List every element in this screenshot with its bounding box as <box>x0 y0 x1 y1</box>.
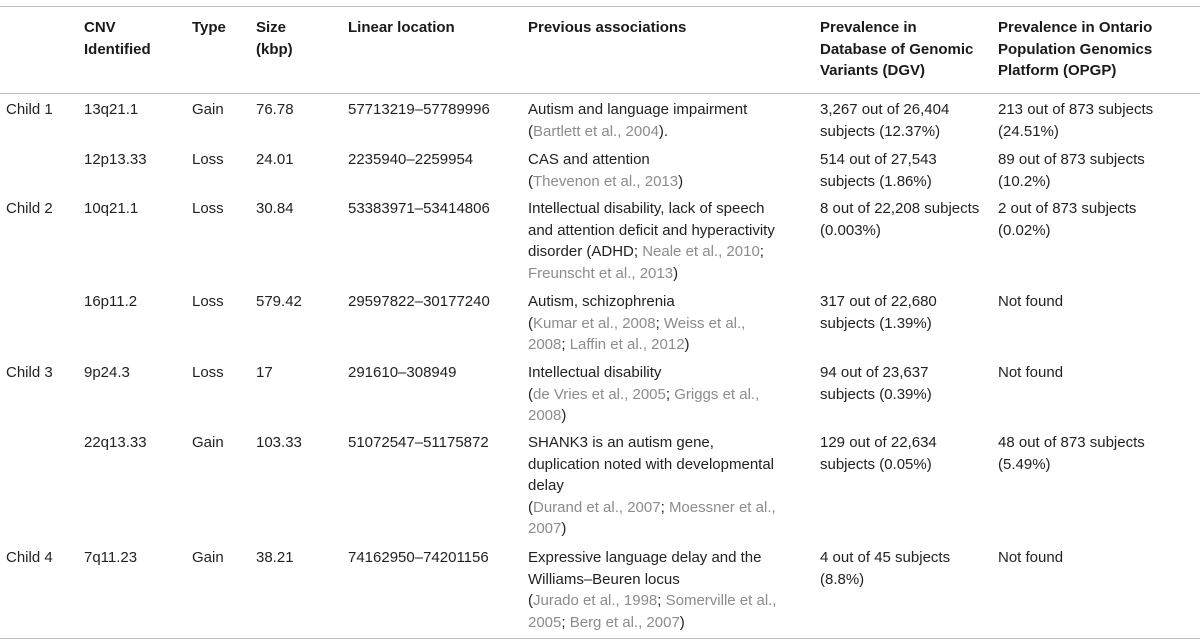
header-line: Prevalence in <box>820 19 917 36</box>
associations-cell <box>528 198 775 284</box>
citation-link[interactable]: Kumar et al., 2008 <box>533 314 656 332</box>
association-line <box>528 547 776 569</box>
association-text: Intellectual disability, lack of speech <box>528 200 765 217</box>
association-text: ( <box>528 172 533 190</box>
cell-line: subjects (0.05%) <box>820 455 932 473</box>
association-text: ( <box>528 385 533 403</box>
associations-cell <box>528 432 776 540</box>
cell-line: 89 out of 873 subjects <box>998 151 1145 168</box>
cell-line: Not found <box>998 364 1064 381</box>
location-cell: 51072547–51175872 <box>348 434 489 451</box>
header-line: Identified <box>84 40 151 58</box>
citation-link[interactable]: Somerville et al., <box>665 592 777 609</box>
association-line <box>528 313 745 335</box>
header-dgv <box>820 17 973 82</box>
cnv-cell: 7q11.23 <box>84 549 138 566</box>
association-line <box>528 454 776 476</box>
association-line <box>528 198 775 220</box>
dgv-prevalence-cell <box>820 547 950 590</box>
size-cell: 579.42 <box>256 293 302 310</box>
cell-line: 3,267 out of 26,404 <box>820 101 950 118</box>
table-top-rule <box>0 6 1200 7</box>
type-cell: Gain <box>192 101 224 118</box>
table-bottom-rule <box>0 638 1200 639</box>
association-line <box>528 432 776 454</box>
association-text: ). <box>658 122 669 140</box>
citation-link[interactable]: Berg et al., 2007 <box>569 613 680 631</box>
citation-link[interactable]: 2008 <box>528 407 562 424</box>
association-line <box>528 590 776 612</box>
citation-link[interactable]: de Vries et al., 2005 <box>533 385 666 403</box>
association-text: Williams–Beuren locus <box>528 570 680 588</box>
association-text: ; <box>665 385 675 403</box>
association-text: ) <box>673 264 679 282</box>
association-text: ( <box>528 122 533 140</box>
opgp-prevalence-cell <box>998 432 1145 475</box>
association-text: Expressive language delay and the <box>528 549 762 566</box>
child-label: Child 4 <box>6 549 53 566</box>
association-text: ) <box>679 613 685 631</box>
size-cell: 76.78 <box>256 101 294 118</box>
association-line <box>528 149 683 171</box>
association-line <box>528 171 683 193</box>
header-line: Variants (DGV) <box>820 62 926 79</box>
association-text: Autism, schizophrenia <box>528 293 675 310</box>
association-line <box>528 121 747 143</box>
header-line: Population Genomics <box>998 40 1153 58</box>
association-text: ; <box>561 336 570 353</box>
association-text: ; <box>655 314 664 332</box>
location-cell: 29597822–30177240 <box>348 293 490 310</box>
type-cell: Loss <box>192 200 224 217</box>
citation-link[interactable]: 2007 <box>528 520 562 537</box>
cnv-cell: 10q21.1 <box>84 200 139 217</box>
location-cell: 53383971–53414806 <box>348 200 490 217</box>
cell-line: (24.51%) <box>998 122 1059 140</box>
association-text: ) <box>678 172 684 190</box>
header-line: Platform (OPGP) <box>998 62 1117 79</box>
citation-link[interactable]: 2008 <box>528 336 562 353</box>
child-label: Child 2 <box>6 200 53 217</box>
cnv-cell: 22q13.33 <box>84 434 147 451</box>
association-text: Autism and language impairment <box>528 101 748 118</box>
type-cell: Gain <box>192 549 224 566</box>
association-text: ; <box>561 613 570 631</box>
association-line <box>528 612 776 634</box>
association-text: Intellectual disability <box>528 364 662 381</box>
cell-line: Not found <box>998 293 1064 310</box>
header-line: Type <box>192 19 226 36</box>
cnv-cell: 9p24.3 <box>84 364 130 381</box>
association-line <box>528 497 776 519</box>
child-label: Child 3 <box>6 364 53 381</box>
cnv-cell: 12p13.33 <box>84 151 147 168</box>
dgv-prevalence-cell <box>820 362 932 405</box>
header-line: Prevalence in Ontario <box>998 19 1153 36</box>
citation-link[interactable]: Griggs et al., <box>674 385 760 403</box>
associations-cell <box>528 99 747 142</box>
cell-line: 2 out of 873 subjects <box>998 200 1137 217</box>
association-text: ; <box>759 243 764 260</box>
size-cell: 103.33 <box>256 434 302 451</box>
association-text: SHANK3 is an autism gene, <box>528 434 714 451</box>
association-line <box>528 220 775 242</box>
citation-link[interactable]: Bartlett et al., 2004 <box>533 122 659 140</box>
association-text: disorder (ADHD; <box>528 243 643 260</box>
opgp-prevalence-cell <box>998 149 1145 192</box>
associations-cell <box>528 362 759 427</box>
header-opgp <box>998 17 1152 82</box>
location-cell: 2235940–2259954 <box>348 151 474 168</box>
cell-line: (8.8%) <box>820 570 865 588</box>
dgv-prevalence-cell <box>820 149 937 192</box>
header-cnv <box>84 17 151 60</box>
size-cell: 17 <box>256 364 273 381</box>
cell-line: 4 out of 45 subjects <box>820 549 951 566</box>
association-line <box>528 518 776 540</box>
dgv-prevalence-cell <box>820 198 979 241</box>
cnv-cell: 13q21.1 <box>84 101 139 118</box>
associations-cell <box>528 149 683 192</box>
cell-line: 48 out of 873 subjects <box>998 434 1145 451</box>
type-cell: Loss <box>192 151 224 168</box>
association-text: ( <box>528 592 533 609</box>
cell-line: 514 out of 27,543 <box>820 151 937 168</box>
cell-line: subjects (0.39%) <box>820 385 932 403</box>
cell-line: (5.49%) <box>998 455 1051 473</box>
header-line: (kbp) <box>256 40 293 58</box>
size-cell: 24.01 <box>256 151 294 168</box>
type-cell: Gain <box>192 434 224 451</box>
association-line <box>528 475 776 497</box>
dgv-prevalence-cell <box>820 432 937 475</box>
header-line: Size <box>256 19 287 36</box>
header-location <box>348 17 455 39</box>
dgv-prevalence-cell <box>820 291 937 334</box>
association-line <box>528 291 745 313</box>
location-cell: 291610–308949 <box>348 364 457 381</box>
association-text: ) <box>561 407 567 424</box>
association-line <box>528 99 747 121</box>
association-line <box>528 241 775 263</box>
citation-link[interactable]: Laffin et al., 2012 <box>569 336 685 353</box>
citation-link[interactable]: Durand et al., 2007 <box>533 498 661 516</box>
association-line <box>528 384 759 406</box>
opgp-prevalence-cell <box>998 362 1063 384</box>
cell-line: 213 out of 873 subjects <box>998 101 1154 118</box>
association-line <box>528 362 759 384</box>
cell-line: 317 out of 22,680 <box>820 293 937 310</box>
association-text: ( <box>528 498 533 516</box>
cnv-cell: 16p11.2 <box>84 293 138 310</box>
citation-link[interactable]: Weiss et al., <box>663 314 746 332</box>
location-cell: 57713219–57789996 <box>348 101 490 118</box>
type-cell: Loss <box>192 293 224 310</box>
citation-link[interactable]: Neale et al., 2010 <box>642 243 760 260</box>
cell-line: subjects (1.39%) <box>820 314 932 332</box>
cell-line: subjects (1.86%) <box>820 172 932 190</box>
association-line <box>528 263 775 285</box>
opgp-prevalence-cell <box>998 99 1153 142</box>
cell-line: (0.02%) <box>998 221 1051 239</box>
header-size <box>256 17 293 60</box>
cell-line: (10.2%) <box>998 172 1051 190</box>
association-text: ; <box>657 592 666 609</box>
citation-link[interactable]: Thevenon et al., 2013 <box>533 172 679 190</box>
header-type <box>192 17 226 39</box>
header-line: Database of Genomic <box>820 40 974 58</box>
associations-cell <box>528 547 776 633</box>
header-line: Previous associations <box>528 19 687 36</box>
association-text: delay <box>528 477 564 494</box>
cell-line: 8 out of 22,208 subjects <box>820 200 980 217</box>
citation-link[interactable]: Jurado et al., 1998 <box>533 592 658 609</box>
type-cell: Loss <box>192 364 224 381</box>
table-header-rule <box>0 93 1200 94</box>
citation-link[interactable]: Freunscht et al., 2013 <box>528 264 674 282</box>
association-text: and attention deficit and hyperactivity <box>528 221 775 239</box>
association-line <box>528 405 759 427</box>
cell-line: 94 out of 23,637 <box>820 364 929 381</box>
header-line: CNV <box>84 19 116 36</box>
association-text: ; <box>660 498 669 516</box>
header-line: Linear location <box>348 19 455 36</box>
dgv-prevalence-cell <box>820 99 949 142</box>
cell-line: subjects (12.37%) <box>820 122 941 140</box>
association-line <box>528 334 745 356</box>
association-text: ) <box>684 336 690 353</box>
header-assoc <box>528 17 686 39</box>
size-cell: 30.84 <box>256 200 294 217</box>
citation-link[interactable]: Moessner et al., <box>668 498 776 516</box>
cell-line: (0.003%) <box>820 221 881 239</box>
opgp-prevalence-cell <box>998 547 1063 569</box>
citation-link[interactable]: 2005 <box>528 613 562 631</box>
opgp-prevalence-cell <box>998 198 1136 241</box>
association-text: ( <box>528 314 533 332</box>
opgp-prevalence-cell <box>998 291 1063 313</box>
associations-cell <box>528 291 745 356</box>
child-label: Child 1 <box>6 101 53 118</box>
cell-line: 129 out of 22,634 <box>820 434 937 451</box>
association-text: ) <box>561 520 567 537</box>
location-cell: 74162950–74201156 <box>348 549 489 566</box>
association-line <box>528 569 776 591</box>
association-text: CAS and attention <box>528 151 650 168</box>
association-text: duplication noted with developmental <box>528 455 774 473</box>
size-cell: 38.21 <box>256 549 294 566</box>
cell-line: Not found <box>998 549 1064 566</box>
